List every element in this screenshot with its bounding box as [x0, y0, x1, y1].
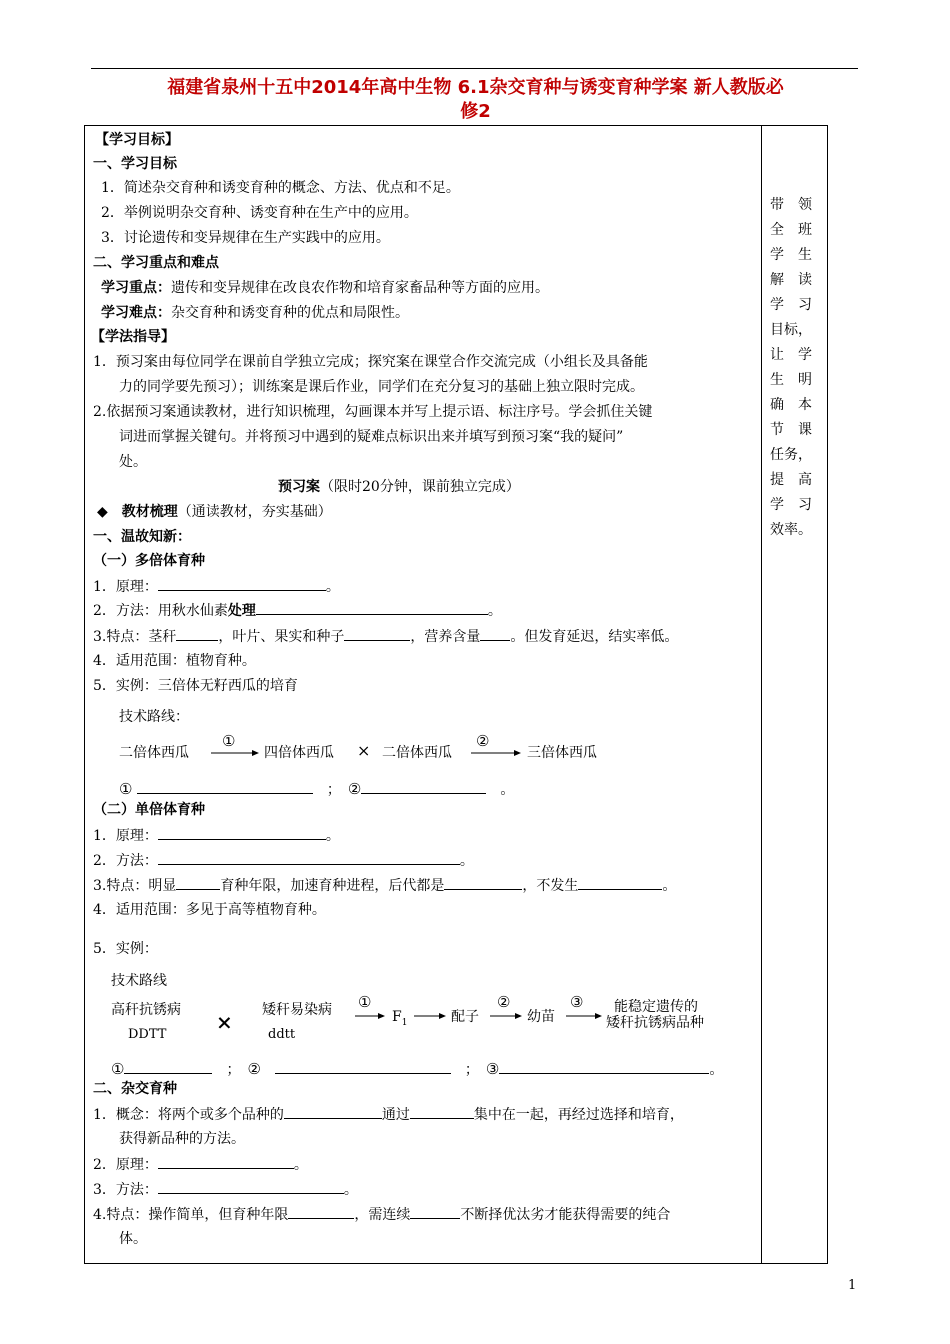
sidebar-line: 学 生 [770, 247, 812, 263]
arrow-icon [471, 749, 521, 757]
blank-field[interactable] [410, 1104, 474, 1119]
sidebar-line: 全 班 [770, 222, 812, 238]
sidebar-note [770, 193, 820, 543]
fill-line: 3.特点：明显 育种年限，加速育种进程，后代都是 ，不发生 。 [93, 875, 676, 896]
subsection-heading: ◆ 教材梳理（通读教材，夯实基础） [97, 504, 332, 520]
arrow-icon [490, 1012, 522, 1020]
section-heading: （二）单倍体育种 [93, 802, 205, 818]
fill-line: 3．方法： 。 [93, 1179, 358, 1200]
section-heading: 二、杂交育种 [93, 1081, 177, 1097]
fill-line: 1．原理： 。 [93, 825, 340, 846]
arrow-icon [355, 1012, 385, 1020]
fill-line: 5．实例： [93, 941, 158, 957]
blank-field[interactable] [124, 1059, 212, 1074]
objective-item: 3．讨论遗传和变异规律在生产实践中的应用。 [101, 230, 390, 246]
flow-node: 幼苗 [527, 1009, 555, 1025]
blank-field[interactable] [480, 626, 510, 641]
blank-field[interactable] [256, 600, 488, 615]
page-number: 1 [848, 1278, 857, 1293]
route-label: 技术路线 [111, 973, 167, 989]
blank-field[interactable] [158, 825, 326, 840]
blank-field[interactable] [158, 850, 460, 865]
sidebar-line: 节 课 [770, 422, 812, 438]
route-label: 技术路线： [119, 709, 189, 725]
guide-text: 处。 [119, 454, 147, 470]
cross-symbol: × [357, 741, 371, 760]
genotype: ddtt [268, 1027, 296, 1042]
section-heading: 一、学习目标 [93, 156, 177, 172]
cross-symbol: × [216, 1010, 233, 1034]
sidebar-line: 学 习 [770, 497, 812, 513]
sidebar-line: 目标， [770, 322, 812, 338]
arrow-icon [566, 1012, 602, 1020]
fill-line: ① ； ② ； ③ 。 [111, 1060, 724, 1078]
fill-line: 体。 [119, 1231, 147, 1247]
sidebar-line: 学 习 [770, 297, 812, 313]
flow-node: 四倍体西瓜 [264, 745, 334, 761]
fill-line: ① ； ② 。 [119, 780, 515, 798]
section-heading: 【学习目标】 [95, 132, 179, 148]
guide-text: 1．预习案由每位同学在课前自学独立完成；探究案在课堂合作交流完成（小组长及具备能 [93, 354, 648, 370]
blank-field[interactable] [275, 1059, 451, 1074]
fill-line: 4．适用范围：多见于高等植物育种。 [93, 902, 326, 918]
arrow-icon [211, 749, 259, 757]
sidebar-line: 任务， [770, 447, 812, 463]
flow-node: 矮秆抗锈病品种 [606, 1015, 704, 1031]
blank-field[interactable] [158, 576, 326, 591]
blank-field[interactable] [288, 1204, 354, 1219]
step-number: ① [222, 732, 236, 750]
fill-line: 1．原理： 。 [93, 576, 340, 597]
fill-line: 5．实例：三倍体无籽西瓜的培育 [93, 678, 298, 694]
blank-field[interactable] [444, 875, 522, 890]
blank-field[interactable] [578, 875, 662, 890]
flow-node: 配子 [451, 1009, 479, 1025]
flow-node: $F_1$ [392, 1009, 408, 1028]
section-heading: （一）多倍体育种 [93, 553, 205, 569]
blank-field[interactable] [284, 1104, 382, 1119]
section-heading: 二、学习重点和难点 [93, 255, 219, 271]
objective-item: 1．简述杂交育种和诱变育种的概念、方法、优点和不足。 [101, 180, 460, 196]
blank-field[interactable] [499, 1059, 709, 1074]
guide-text: 力的同学要先预习）；训练案是课后作业，同学们在充分复习的基础上独立限时完成。 [119, 379, 644, 395]
flow-node: 高秆抗锈病 [111, 1002, 181, 1018]
guide-text: 词进而掌握关键句。并将预习中遇到的疑难点标识出来并填写到预习案“我的疑问” [119, 429, 624, 445]
preview-title: 预习案（限时20分钟，课前独立完成） [278, 479, 520, 495]
flow-node: 二倍体西瓜 [382, 745, 452, 761]
arrow-icon [414, 1012, 446, 1020]
blank-field[interactable] [410, 1204, 460, 1219]
blank-field[interactable] [158, 1154, 294, 1169]
fill-line: 2．方法：用秋水仙素处理 。 [93, 600, 502, 621]
key-point: 学习重点：遗传和变异规律在改良农作物和培育家畜品种等方面的应用。 [101, 280, 549, 296]
step-number: ① [358, 993, 372, 1011]
flow-node: 矮秆易染病 [262, 1002, 332, 1018]
column-divider [761, 125, 762, 1264]
fill-line: 获得新品种的方法。 [119, 1131, 245, 1147]
blank-field[interactable] [344, 626, 410, 641]
step-number: ② [476, 732, 490, 750]
flow-node: 二倍体西瓜 [119, 745, 189, 761]
sidebar-line: 确 本 [770, 397, 812, 413]
blank-field[interactable] [176, 626, 218, 641]
genotype: DDTT [128, 1027, 167, 1042]
sidebar-line: 提 高 [770, 472, 812, 488]
title-line-1: 福建省泉州十五中2014年高中生物 6.1杂交育种与诱变育种学案 新人教版必 [167, 77, 784, 98]
fill-line: 4.特点：操作简单，但育种年限 ，需连续 不断择优汰劣才能获得需要的纯合 [93, 1204, 670, 1225]
blank-field[interactable] [361, 779, 486, 794]
sidebar-line: 效率。 [770, 522, 812, 538]
fill-line: 3.特点：茎秆 ，叶片、果实和种子 ，营养含量 。但发育延迟，结实率低。 [93, 626, 678, 647]
flow-node: 能稳定遗传的 [614, 999, 698, 1015]
fill-line: 1．概念：将两个或多个品种的 通过 集中在一起，再经过选择和培育， [93, 1104, 684, 1125]
sidebar-line: 带 领 [770, 197, 812, 213]
sidebar-line: 解 读 [770, 272, 812, 288]
sidebar-line: 让 学 [770, 347, 812, 363]
fill-line: 4．适用范围：植物育种。 [93, 653, 256, 669]
title-line-2: 修2 [460, 101, 491, 122]
fill-line: 2．原理： 。 [93, 1154, 308, 1175]
sidebar-line: 生 明 [770, 372, 812, 388]
blank-field[interactable] [158, 1179, 344, 1194]
objective-item: 2．举例说明杂交育种、诱变育种在生产中的应用。 [101, 205, 418, 221]
section-heading: 【学法指导】 [91, 329, 175, 345]
difficult-point: 学习难点：杂交育种和诱变育种的优点和局限性。 [101, 305, 409, 321]
flow-node: 三倍体西瓜 [527, 745, 597, 761]
fill-line: 2．方法： 。 [93, 850, 474, 871]
blank-field[interactable] [176, 875, 220, 890]
step-number: ③ [570, 993, 584, 1011]
section-heading: 一、温故知新： [93, 529, 191, 545]
guide-text: 2.依据预习案通读教材，进行知识梳理，勾画课本并写上提示语、标注序号。学会抓住关键 [93, 404, 653, 420]
blank-field[interactable] [137, 779, 313, 794]
step-number: ② [497, 993, 511, 1011]
